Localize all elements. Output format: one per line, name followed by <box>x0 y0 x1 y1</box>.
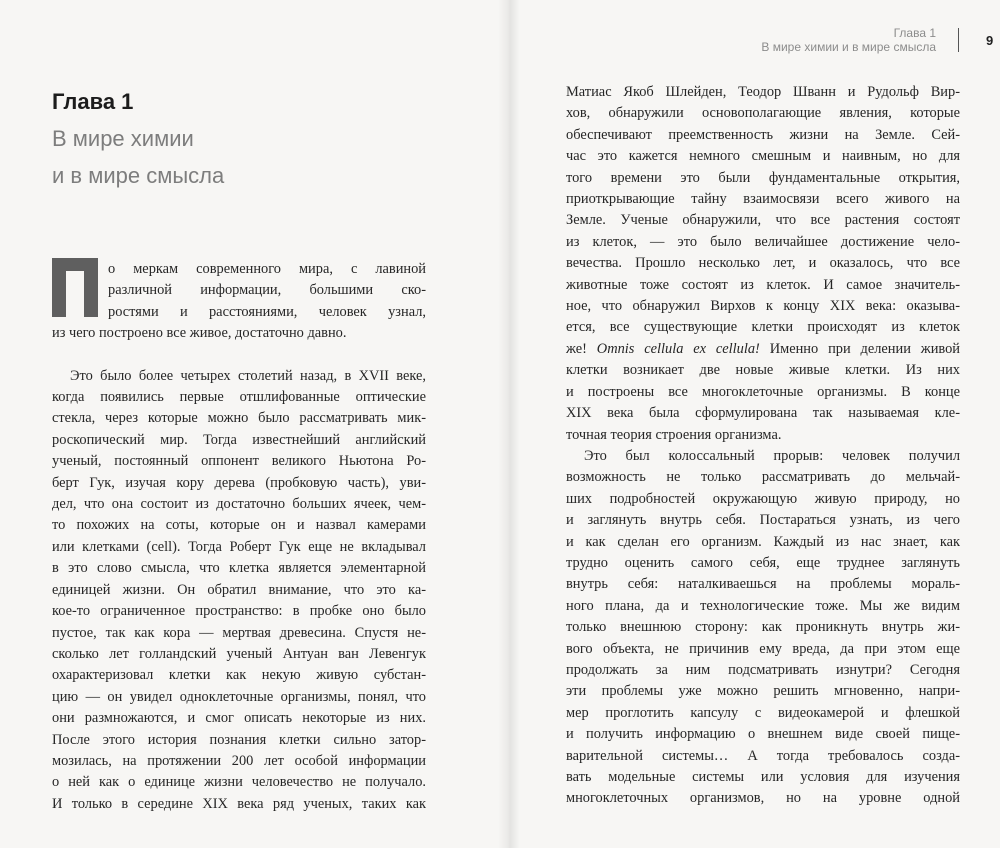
text-line: различной информации, большими ско- <box>108 282 426 299</box>
body-paragraph <box>566 82 960 339</box>
chapter-label: Глава 1 <box>52 89 134 114</box>
text-line: внутрь себя: наталкиваешься на проблемы мораль- <box>566 576 960 593</box>
text-line: вого объекта, не причинив ему вреда, да при этом еще <box>566 640 960 657</box>
text-line: Матиас Якоб Шлейден, Теодор Шванн и Рудольф Вир- <box>566 84 960 100</box>
lead-paragraph <box>52 259 426 345</box>
text-line: мозилась, на протяжении 200 лет особой информации <box>52 752 426 769</box>
text-line <box>566 339 960 360</box>
text-line: ное, что обнаружил Вирхов к концу XIX века: оказыва- <box>566 298 960 315</box>
text-segment: же! <box>566 340 597 357</box>
text-line: и как сделан его организм. Каждый из нас знает, как <box>566 533 960 550</box>
text-line: Это было более четырех столетий назад, в XVII веке, <box>70 367 426 384</box>
text-line: о меркам современного мира, с лавиной <box>108 261 426 277</box>
chapter-subtitle <box>52 120 224 194</box>
text-line: цию — он увидел одноклеточные организмы, понял, что <box>52 688 426 705</box>
lead-lines <box>52 259 426 345</box>
text-line: о ней как о единице жизни человечество не получало. <box>52 774 426 791</box>
text-line: из чего построено все живое, достаточно давно. <box>52 325 347 342</box>
text-line: час это кажется немного смешным и наивным, но для <box>566 148 960 165</box>
left-column <box>52 259 426 815</box>
text-line: вечества. Прошло несколько лет, и оказалось, что все <box>566 255 960 272</box>
text-line: обеспечивают преемственность жизни на Земле. Сей- <box>566 126 960 143</box>
text-line: трудно оценить самого себя, еще труднее заглянуть <box>566 554 960 571</box>
text-line: того времени это были фундаментальные открытия, <box>566 169 960 186</box>
text-line: они размножаются, и смог описать некоторые из них. <box>52 710 426 727</box>
running-head <box>761 26 936 54</box>
text-line: кое-то ограниченное пространство: в пробке оно было <box>52 603 426 620</box>
text-segment: Именно при делении живой <box>759 340 961 357</box>
text-line: ученый, постоянный оппонент великого Ньютона Ро- <box>52 453 426 470</box>
text-line: И только в середине XIX века ряд ученых, таких как <box>52 795 426 812</box>
text-line: варительной системы… А тогда требовалось созда- <box>566 747 960 764</box>
page-number: 9 <box>986 33 994 48</box>
text-line: Это был колоссальный прорыв: человек получил <box>584 447 960 464</box>
drop-cap <box>52 253 98 317</box>
text-line: роскопический мир. Тогда известнейший английский <box>52 431 426 448</box>
text-line: Земле. Ученые обнаружили, что все растения состоят <box>566 212 960 229</box>
text-line: мер проглотить капсулу с видеокамерой и флешкой <box>566 704 960 721</box>
text-line: сколько лет голландский ученый Антуан ван Левенгук <box>52 645 426 662</box>
text-line: и получить информацию о внешнем виде своей пище- <box>566 726 960 743</box>
text-line: то похожих на соты, которые он и назвал камерами <box>52 517 426 534</box>
text-line: продолжать за ним подсматривать изнутри? Сегодня <box>566 661 960 678</box>
right-column <box>566 82 960 810</box>
text-line: животные тоже состоят из клеток. И самое значитель- <box>566 276 960 293</box>
text-line: возможность не только рассматривать до мельчай- <box>566 469 960 486</box>
book-gutter <box>498 0 520 848</box>
chapter-subtitle-line: В мире химии <box>52 126 194 151</box>
latin-phrase: Omnis cellula ex cellula! <box>596 340 760 357</box>
text-line: вать модельные системы или условия для изучения <box>566 769 960 785</box>
text-line: многоклеточных организмов, но на уровне одной <box>566 790 960 807</box>
text-line: когда появились первые отшлифованные оптические <box>52 389 426 406</box>
body-paragraph <box>566 446 960 810</box>
body-paragraph <box>52 366 426 816</box>
chapter-subtitle-line: и в мире смысла <box>52 163 225 188</box>
text-line: приоткрывающие тайну взаимосвязи всего живого на <box>566 191 960 208</box>
text-line: пустое, так как кора — мертвая древесина. Спустя не- <box>52 624 426 641</box>
text-line: XIX века была сформулирована так называемая кле- <box>566 405 960 422</box>
text-line: в это слово смысла, что клетка является элементарной <box>52 560 426 577</box>
text-line: или клетками (cell). Тогда Роберт Гук еще не вкладывал <box>52 538 426 555</box>
text-line: и заглянуть внутрь себя. Постараться узнать, из чего <box>566 512 960 529</box>
paragraph-gap <box>52 345 426 366</box>
running-head-title: В мире химии и в мире смысла <box>761 40 936 54</box>
text-line: ного плана, да и технологические тоже. Мы же видим <box>566 597 960 614</box>
body-paragraph-end <box>566 360 960 446</box>
text-line: дел, что она состоит из достаточно больших ячеек, чем- <box>52 496 426 513</box>
chapter-heading <box>52 88 224 194</box>
text-line: из клеток, — это было величайшее достижение чело- <box>566 233 960 250</box>
text-line: ших подробностей окружающую живую природу, но <box>566 490 960 507</box>
text-line: берт Гук, изучая кору дерева (пробковую часть), уви- <box>52 474 426 491</box>
text-line: единицей жизни. Он обратил внимание, что это ка- <box>52 581 426 598</box>
text-line: хов, обнаружили основополагающие явления, которые <box>566 105 960 122</box>
text-line: точная теория строения организма. <box>566 426 782 443</box>
text-line: ростями и расстояниями, человек узнал, <box>108 303 426 320</box>
running-head-chapter: Глава 1 <box>893 26 936 40</box>
text-line: только внешнюю сторону: как проникнуть внутрь жи- <box>566 619 960 636</box>
text-line: клетки возникает две новые живые клетки. Из них <box>566 362 960 379</box>
text-line: охарактеризовал клетки как некую живую субстан- <box>52 667 426 684</box>
running-head-divider <box>958 28 959 52</box>
drop-cap-letter <box>52 253 98 317</box>
text-line: и построены все многоклеточные организмы. В конце <box>566 383 960 400</box>
text-line: ется, все существующие клетки происходят из клеток <box>566 319 960 336</box>
text-line: эти проблемы уже можно решить мгновенно, напри- <box>566 683 960 700</box>
text-line: После этого история познания клетки сильно затор- <box>52 731 426 748</box>
text-line: стекла, через которые можно было рассматривать мик- <box>52 410 426 427</box>
